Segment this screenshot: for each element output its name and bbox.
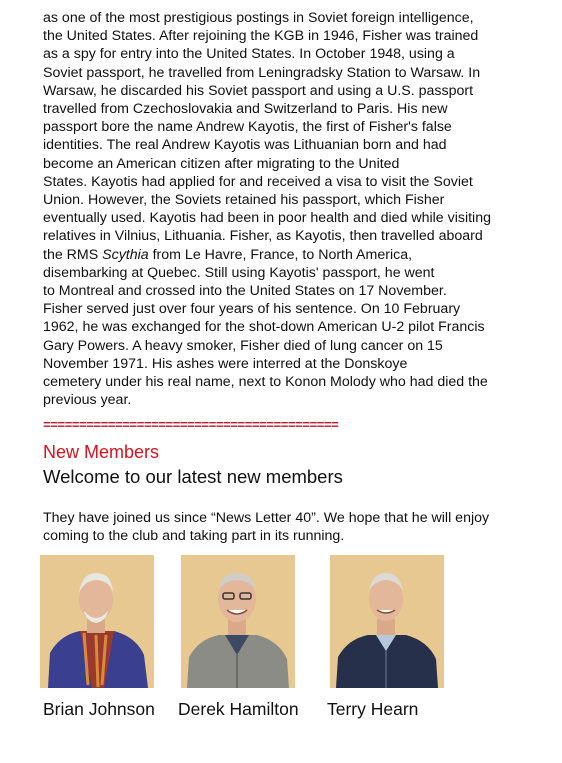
intro-line: coming to the club and taking part in its running. <box>43 528 345 545</box>
ship-name: Scythia <box>102 246 149 263</box>
member-name-terry: Terry Hearn <box>327 699 419 719</box>
article-line: travelled from Czechoslovakia and Switzerland to Paris. His new <box>43 101 448 118</box>
section-divider: ========================================= <box>43 418 339 432</box>
article-line: as one of the most prestigious postings in Soviet foreign intelligence, <box>43 10 474 26</box>
member-photo-derek <box>181 555 295 688</box>
intro-text <box>43 509 553 545</box>
article-line: relatives in Vilnius, Lithuania. Fisher, as Kayotis, then travelled aboard <box>43 228 483 245</box>
article-text <box>43 9 553 409</box>
article-line: November 1971. His ashes were interred at the Donskoye <box>43 355 408 372</box>
article-line: eventually used. Kayotis had been in poor health and died while visiting <box>43 210 491 227</box>
article-line-ship <box>43 246 553 264</box>
welcome-heading: Welcome to our latest new members <box>43 466 343 487</box>
article-line: to Montreal and crossed into the United States on 17 November. <box>43 283 447 300</box>
section-title: New Members <box>43 442 160 462</box>
line-tail: from Le Havre, France, to North America, <box>148 246 413 263</box>
member-name-brian: Brian Johnson <box>43 699 155 719</box>
article-line: Gary Powers. A heavy smoker, Fisher died of lung cancer on 15 <box>43 337 443 354</box>
line-head: the RMS <box>43 246 103 263</box>
portrait-image <box>330 555 444 688</box>
article-line: previous year. <box>43 392 132 409</box>
member-photo-brian <box>40 555 154 688</box>
article-line: identities. The real Andrew Kayotis was Lithuanian born and had <box>43 137 447 154</box>
member-photo-terry <box>330 555 444 688</box>
article-line: passport bore the name Andrew Kayotis, the first of Fisher's false <box>43 119 452 136</box>
article-line: the United States. After rejoining the KGB in 1946, Fisher was trained <box>43 28 479 45</box>
article-line: become an American citizen after migrating to the United <box>43 155 400 172</box>
article-line: Soviet passport, he travelled from Leningradsky Station to Warsaw. In <box>43 64 481 81</box>
article-line: as a spy for entry into the United States. In October 1948, using a <box>43 46 455 63</box>
article-line: Warsaw, he discarded his Soviet passport and using a U.S. passport <box>43 82 474 99</box>
article-line: cemetery under his real name, next to Konon Molody who had died the <box>43 374 488 391</box>
article-line: 1962, he was exchanged for the shot-down American U-2 pilot Francis <box>43 319 485 336</box>
article-line: disembarking at Quebec. Still using Kayotis' passport, he went <box>43 264 435 281</box>
member-name-derek: Derek Hamilton <box>178 699 299 719</box>
article-line: Fisher served just over four years of his sentence. On 10 February <box>43 301 461 318</box>
article-line: Union. However, the Soviets retained his passport, which Fisher <box>43 192 445 209</box>
portrait-image <box>40 555 154 688</box>
portrait-image <box>181 555 295 688</box>
intro-line: They have joined us since “News Letter 40”. We hope that he will enjoy <box>43 510 490 526</box>
article-line: States. Kayotis had applied for and received a visa to visit the Soviet <box>43 173 473 190</box>
